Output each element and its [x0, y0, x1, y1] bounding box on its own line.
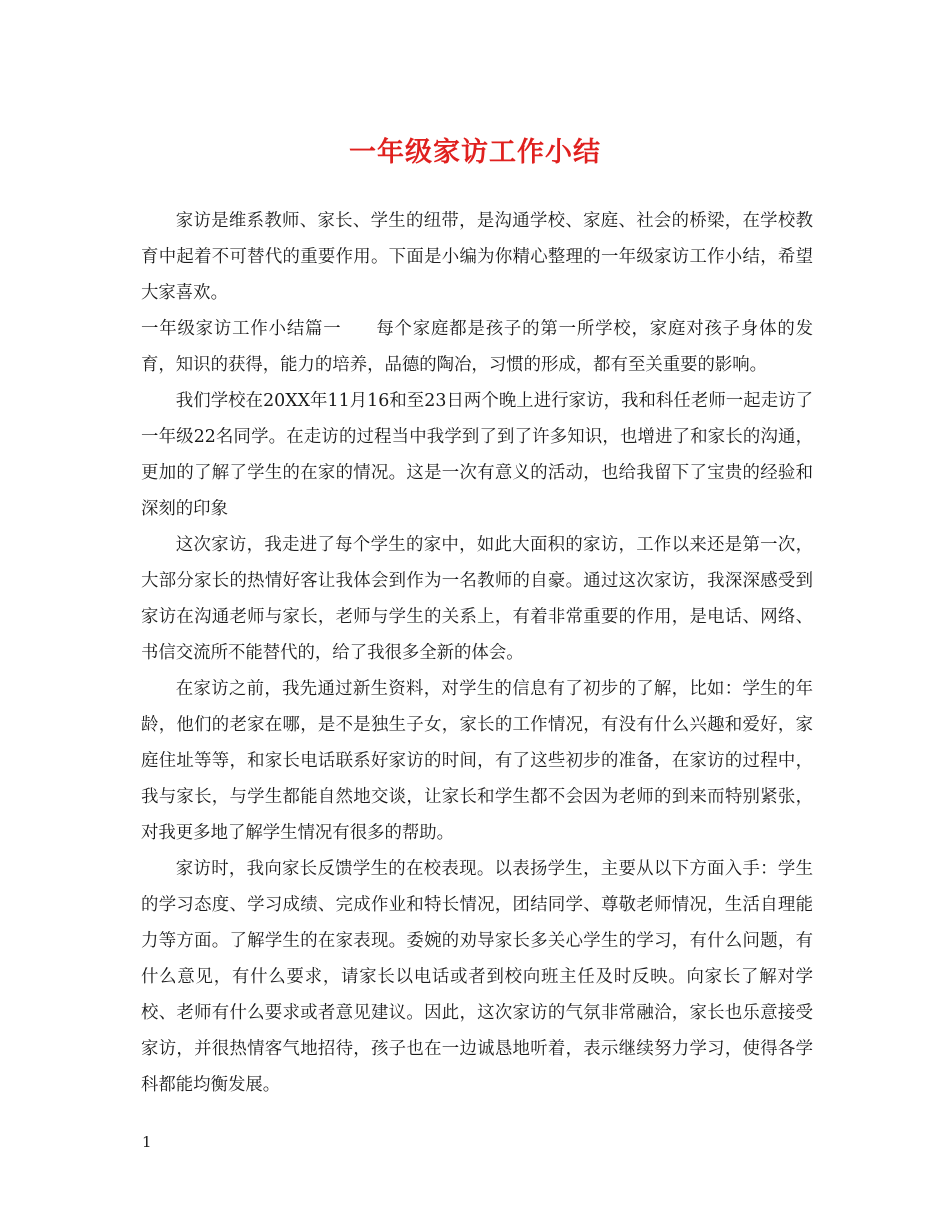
- section-lead-text: 每个家庭都是孩子的第一所学校，家庭对孩子身体的发育，知识的获得，能力的培养，品德的陶冶，习惯的形成，都有至关重要的影响。: [141, 319, 813, 375]
- document-body: [141, 203, 813, 1103]
- body-paragraph-2: 这次家访，我走进了每个学生的家中，如此大面积的家访，工作以来还是第一次，大部分家长的热情好客让我体会到作为一名教师的自豪。通过这次家访，我深深感受到家访在沟通老师与家长，老师与学生的关系上，有着非常重要的作用，是电话、网络、书信交流所不能替代的，给了我很多全新的体会。: [141, 535, 813, 663]
- body-paragraph-1: 我们学校在20XX年11月16和至23日两个晚上进行家访，我和科任老师一起走访了一年级22名同学。在走访的过程当中我学到了到了许多知识，也增进了和家长的沟通，更加的了解了学生的在家的情况。这是一次有意义的活动，也给我留下了宝贵的经验和深刻的印象: [141, 391, 813, 519]
- page-number: 1: [142, 1133, 152, 1151]
- document-title: 一年级家访工作小结: [349, 137, 601, 168]
- section-paragraph: [141, 311, 813, 383]
- section-heading: 一年级家访工作小结篇一: [141, 319, 342, 339]
- body-paragraph-4: 家访时，我向家长反馈学生的在校表现。以表扬学生，主要从以下方面入手：学生的学习态度、学习成绩、完成作业和特长情况，团结同学、尊敬老师情况，生活自理能力等方面。了解学生的在家表现。委婉的劝导家长多关心学生的学习，有什么问题，有什么意见，有什么要求，请家长以电话或者到校向班主任及时反映。向家长了解对学校、老师有什么要求或者意见建议。因此，这次家访的气氛非常融洽，家长也乐意接受家访，并很热情客气地招待，孩子也在一边诚恳地听着，表示继续努力学习，使得各学科都能均衡发展。: [141, 859, 813, 1095]
- body-paragraph-3: 在家访之前，我先通过新生资料，对学生的信息有了初步的了解，比如：学生的年龄，他们的老家在哪，是不是独生子女，家长的工作情况，有没有什么兴趣和爱好，家庭住址等等，和家长电话联系好家访的时间，有了这些初步的准备，在家访的过程中，我与家长，与学生都能自然地交谈，让家长和学生都不会因为老师的到来而特别紧张，对我更多地了解学生情况有很多的帮助。: [141, 679, 813, 843]
- intro-paragraph: 家访是维系教师、家长、学生的纽带，是沟通学校、家庭、社会的桥梁，在学校教育中起着不可替代的重要作用。下面是小编为你精心整理的一年级家访工作小结，希望大家喜欢。: [141, 211, 813, 303]
